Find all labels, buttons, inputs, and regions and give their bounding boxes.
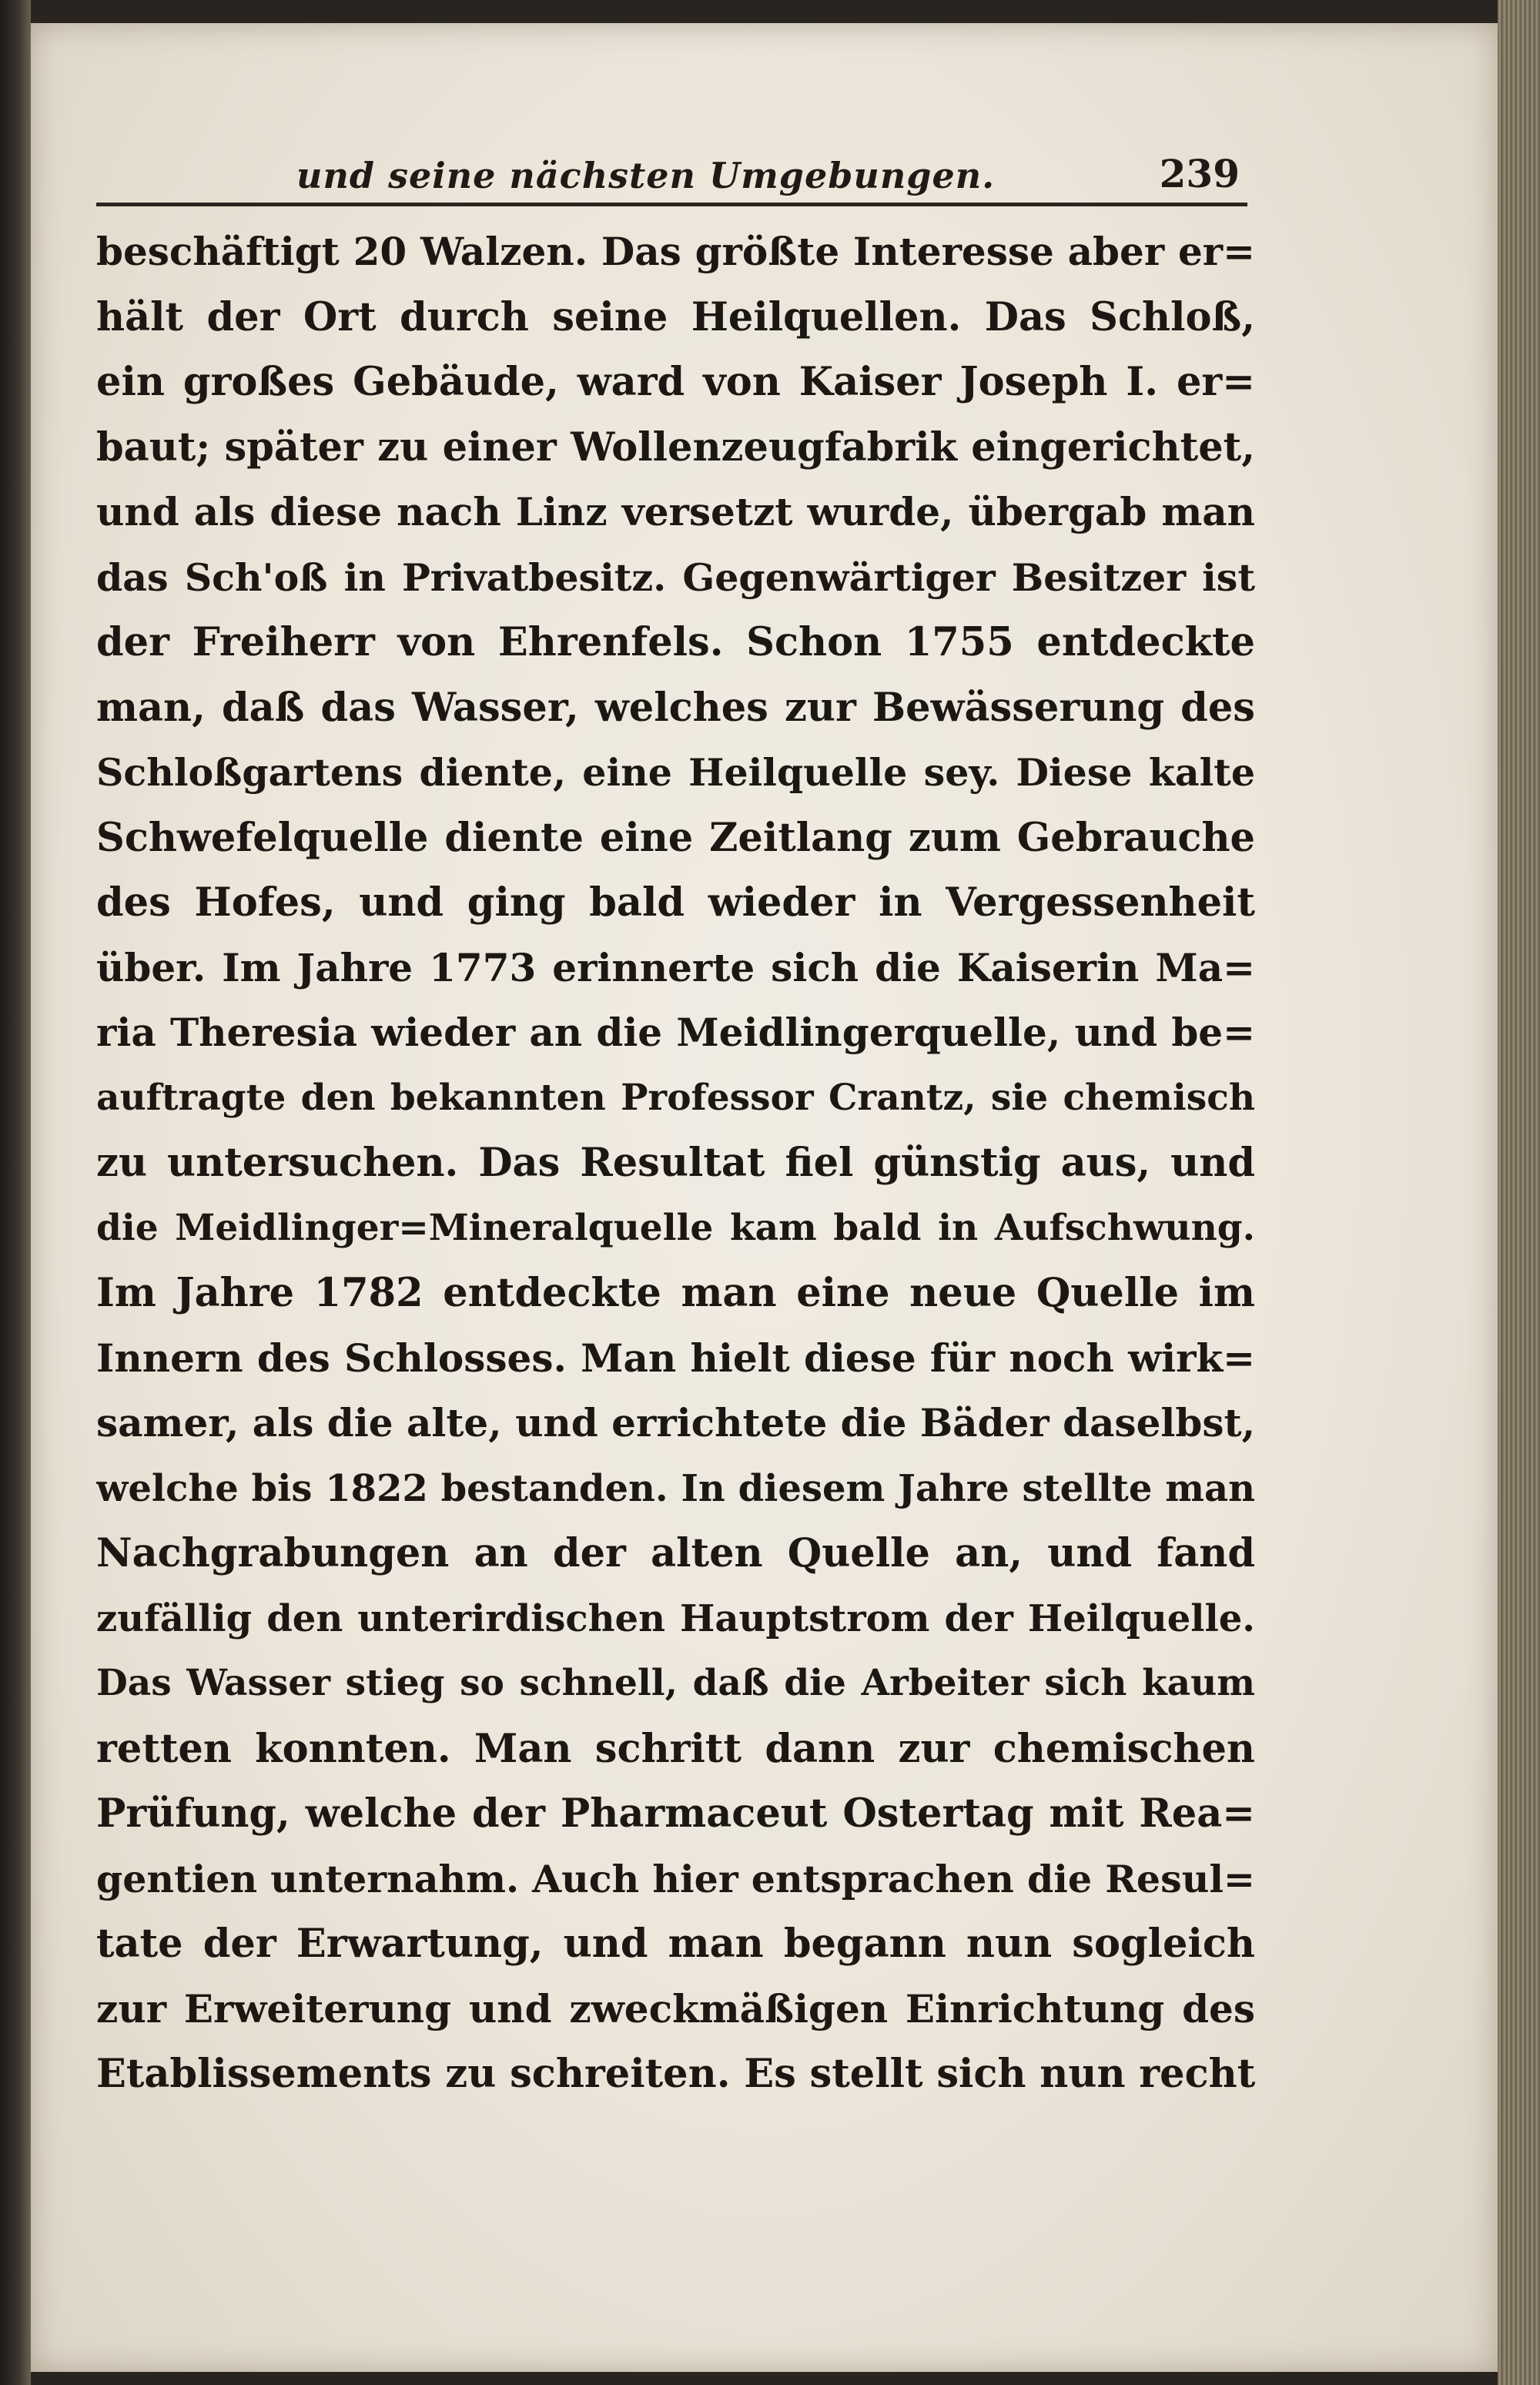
text-line: zur Erweiterung und zweckmäßigen Einrichtung des <box>96 1985 1255 2032</box>
text-line: des Hofes, und ging bald wieder in Vergessenheit <box>96 879 1255 926</box>
text-line: Nachgrabungen an der alten Quelle an, und fand <box>96 1530 1255 1576</box>
page-header <box>96 135 1247 206</box>
text-line: man, daß das Wasser, welches zur Bewässerung des <box>96 684 1255 731</box>
text-line: gentien unternahm. Auch hier entsprachen die Resul= <box>96 1856 1255 1901</box>
body-text <box>96 219 1255 2107</box>
page-number: 239 <box>1159 151 1240 196</box>
page-stack-edge <box>1498 0 1540 2385</box>
text-line: auftragte den bekannten Professor Crantz, sie chemisch <box>96 1076 1255 1119</box>
text-line: das Sch'oß in Privatbesitz. Gegenwärtiger Besitzer ist <box>96 554 1255 600</box>
text-line: über. Im Jahre 1773 erinnerte sich die Kaiserin Ma= <box>96 944 1255 990</box>
text-line: Etablissements zu schreiten. Es stellt sich nun recht <box>96 2051 1255 2097</box>
text-line: Schwefelquelle diente eine Zeitlang zum Gebrauche <box>96 814 1255 861</box>
text-line: zufällig den unterirdischen Hauptstrom der Heilquelle. <box>96 1596 1255 1640</box>
text-line: die Meidlinger=Mineralquelle kam bald in Aufschwung. <box>96 1206 1255 1249</box>
text-line: welche bis 1822 bestanden. In diesem Jahre stellte man <box>96 1466 1255 1510</box>
text-line: ria Theresia wieder an die Meidlingerquelle, und be= <box>96 1010 1255 1055</box>
text-line: retten konnten. Man schritt dann zur chemischen <box>96 1725 1255 1772</box>
text-line: Innern des Schlosses. Man hielt diese für noch wirk= <box>96 1335 1255 1381</box>
text-line: ein großes Gebäude, ward von Kaiser Joseph I. er= <box>96 359 1255 405</box>
text-line: hält der Ort durch seine Heilquellen. Das Schloß, <box>96 293 1255 340</box>
text-line: baut; später zu einer Wollenzeugfabrik eingerichtet, <box>96 424 1255 471</box>
text-line: und als diese nach Linz versetzt wurde, übergab man <box>96 489 1255 534</box>
text-line: Schloßgartens diente, eine Heilquelle sey. Diese kalte <box>96 750 1255 795</box>
text-line: samer, als die alte, und errichtete die Bäder daselbst, <box>96 1400 1255 1445</box>
text-line: der Freiherr von Ehrenfels. Schon 1755 entdeckte <box>96 619 1255 665</box>
text-line: zu untersuchen. Das Resultat fiel günstig aus, und <box>96 1140 1255 1186</box>
text-line: Prüfung, welche der Pharmaceut Ostertag mit Rea= <box>96 1790 1255 1837</box>
text-line: Im Jahre 1782 entdeckte man eine neue Quelle im <box>96 1270 1255 1316</box>
text-line: Das Wasser stieg so schnell, daß die Arbeiter sich kaum <box>96 1662 1255 1704</box>
book-spine-shadow <box>0 0 31 2385</box>
running-head: und seine nächsten Umgebungen. <box>296 155 996 196</box>
text-line: beschäftigt 20 Walzen. Das größte Interesse aber er= <box>96 229 1255 274</box>
text-line: tate der Erwartung, und man begann nun sogleich <box>96 1921 1255 1967</box>
